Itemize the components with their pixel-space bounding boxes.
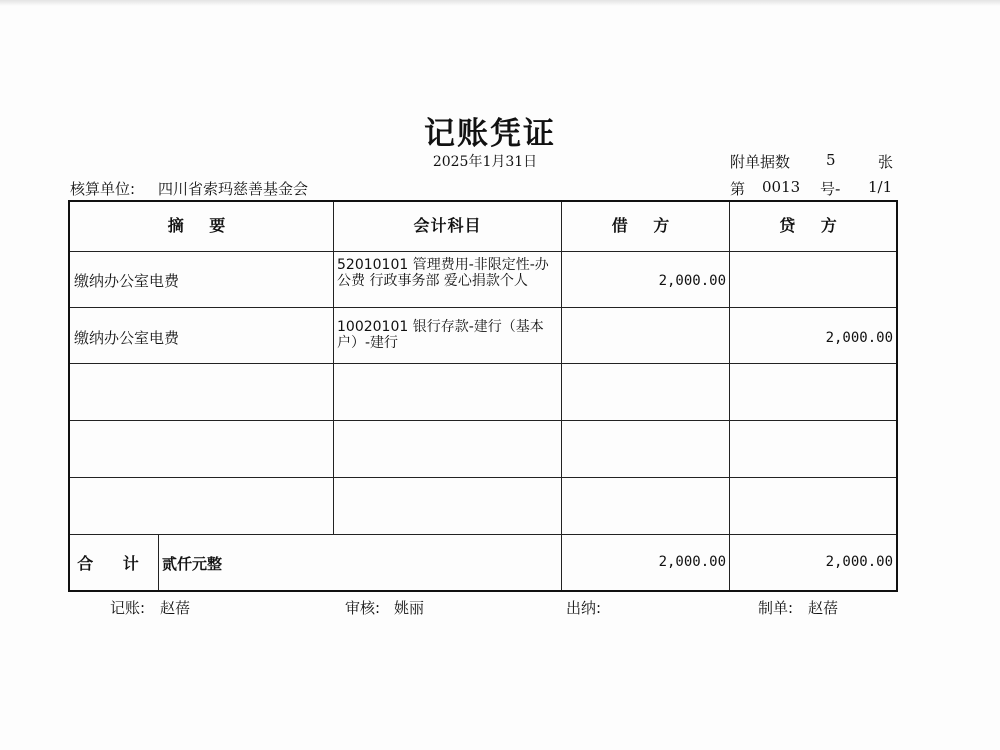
total-label: 合 计 — [77, 554, 151, 573]
voucher-date: 2025年1月31日 — [432, 154, 538, 170]
attachments-count: 5 — [826, 151, 836, 169]
row2-account: 10020101 银行存款-建行（基本户）-建行 — [337, 319, 544, 351]
row1-summary: 缴纳办公室电费 — [74, 272, 180, 290]
row2-credit: 2,000.00 — [825, 330, 893, 346]
header-credit: 贷 方 — [779, 216, 847, 235]
cashier-label: 出纳: — [566, 599, 602, 617]
row-divider — [70, 363, 896, 364]
voucher-number-suffix: 号- — [820, 180, 841, 198]
row-divider — [70, 477, 896, 478]
col-divider — [333, 202, 334, 534]
attachments-label: 附单据数 — [730, 153, 791, 171]
row-divider — [70, 534, 896, 535]
row1-account: 52010101 管理费用-非限定性-办公费 行政事务部 爱心捐款个人 — [337, 257, 549, 289]
preparer-label: 制单: — [758, 599, 794, 617]
reviewer-name: 姚丽 — [394, 599, 425, 617]
row1-debit: 2,000.00 — [658, 273, 726, 289]
unit-name: 四川省索玛慈善基金会 — [158, 180, 309, 198]
row2-summary: 缴纳办公室电费 — [74, 329, 180, 347]
bookkeeper-label: 记账: — [110, 599, 146, 617]
bookkeeper-name: 赵蓓 — [160, 599, 191, 617]
attachments-unit: 张 — [878, 153, 894, 171]
row-divider — [70, 307, 896, 308]
voucher-page: 1/1 — [868, 178, 893, 196]
total-credit: 2,000.00 — [825, 554, 893, 570]
total-amount-words: 贰仟元整 — [162, 555, 223, 573]
voucher-number: 0013 — [762, 178, 801, 196]
scan-edge — [0, 0, 1000, 6]
header-account: 会计科目 — [413, 216, 482, 235]
col-divider — [729, 202, 730, 590]
col-divider — [561, 202, 562, 590]
total-debit: 2,000.00 — [658, 554, 726, 570]
row-divider — [70, 251, 896, 252]
reviewer-label: 审核: — [345, 599, 381, 617]
header-summary: 摘 要 — [167, 216, 236, 235]
unit-label: 核算单位: — [70, 180, 136, 198]
col-divider — [158, 534, 159, 590]
row-divider — [70, 420, 896, 421]
voucher-title: 记账凭证 — [424, 116, 556, 152]
voucher-number-prefix: 第 — [730, 180, 746, 198]
voucher-table — [68, 200, 898, 592]
header-debit: 借 方 — [611, 216, 680, 235]
preparer-name: 赵蓓 — [808, 599, 839, 617]
